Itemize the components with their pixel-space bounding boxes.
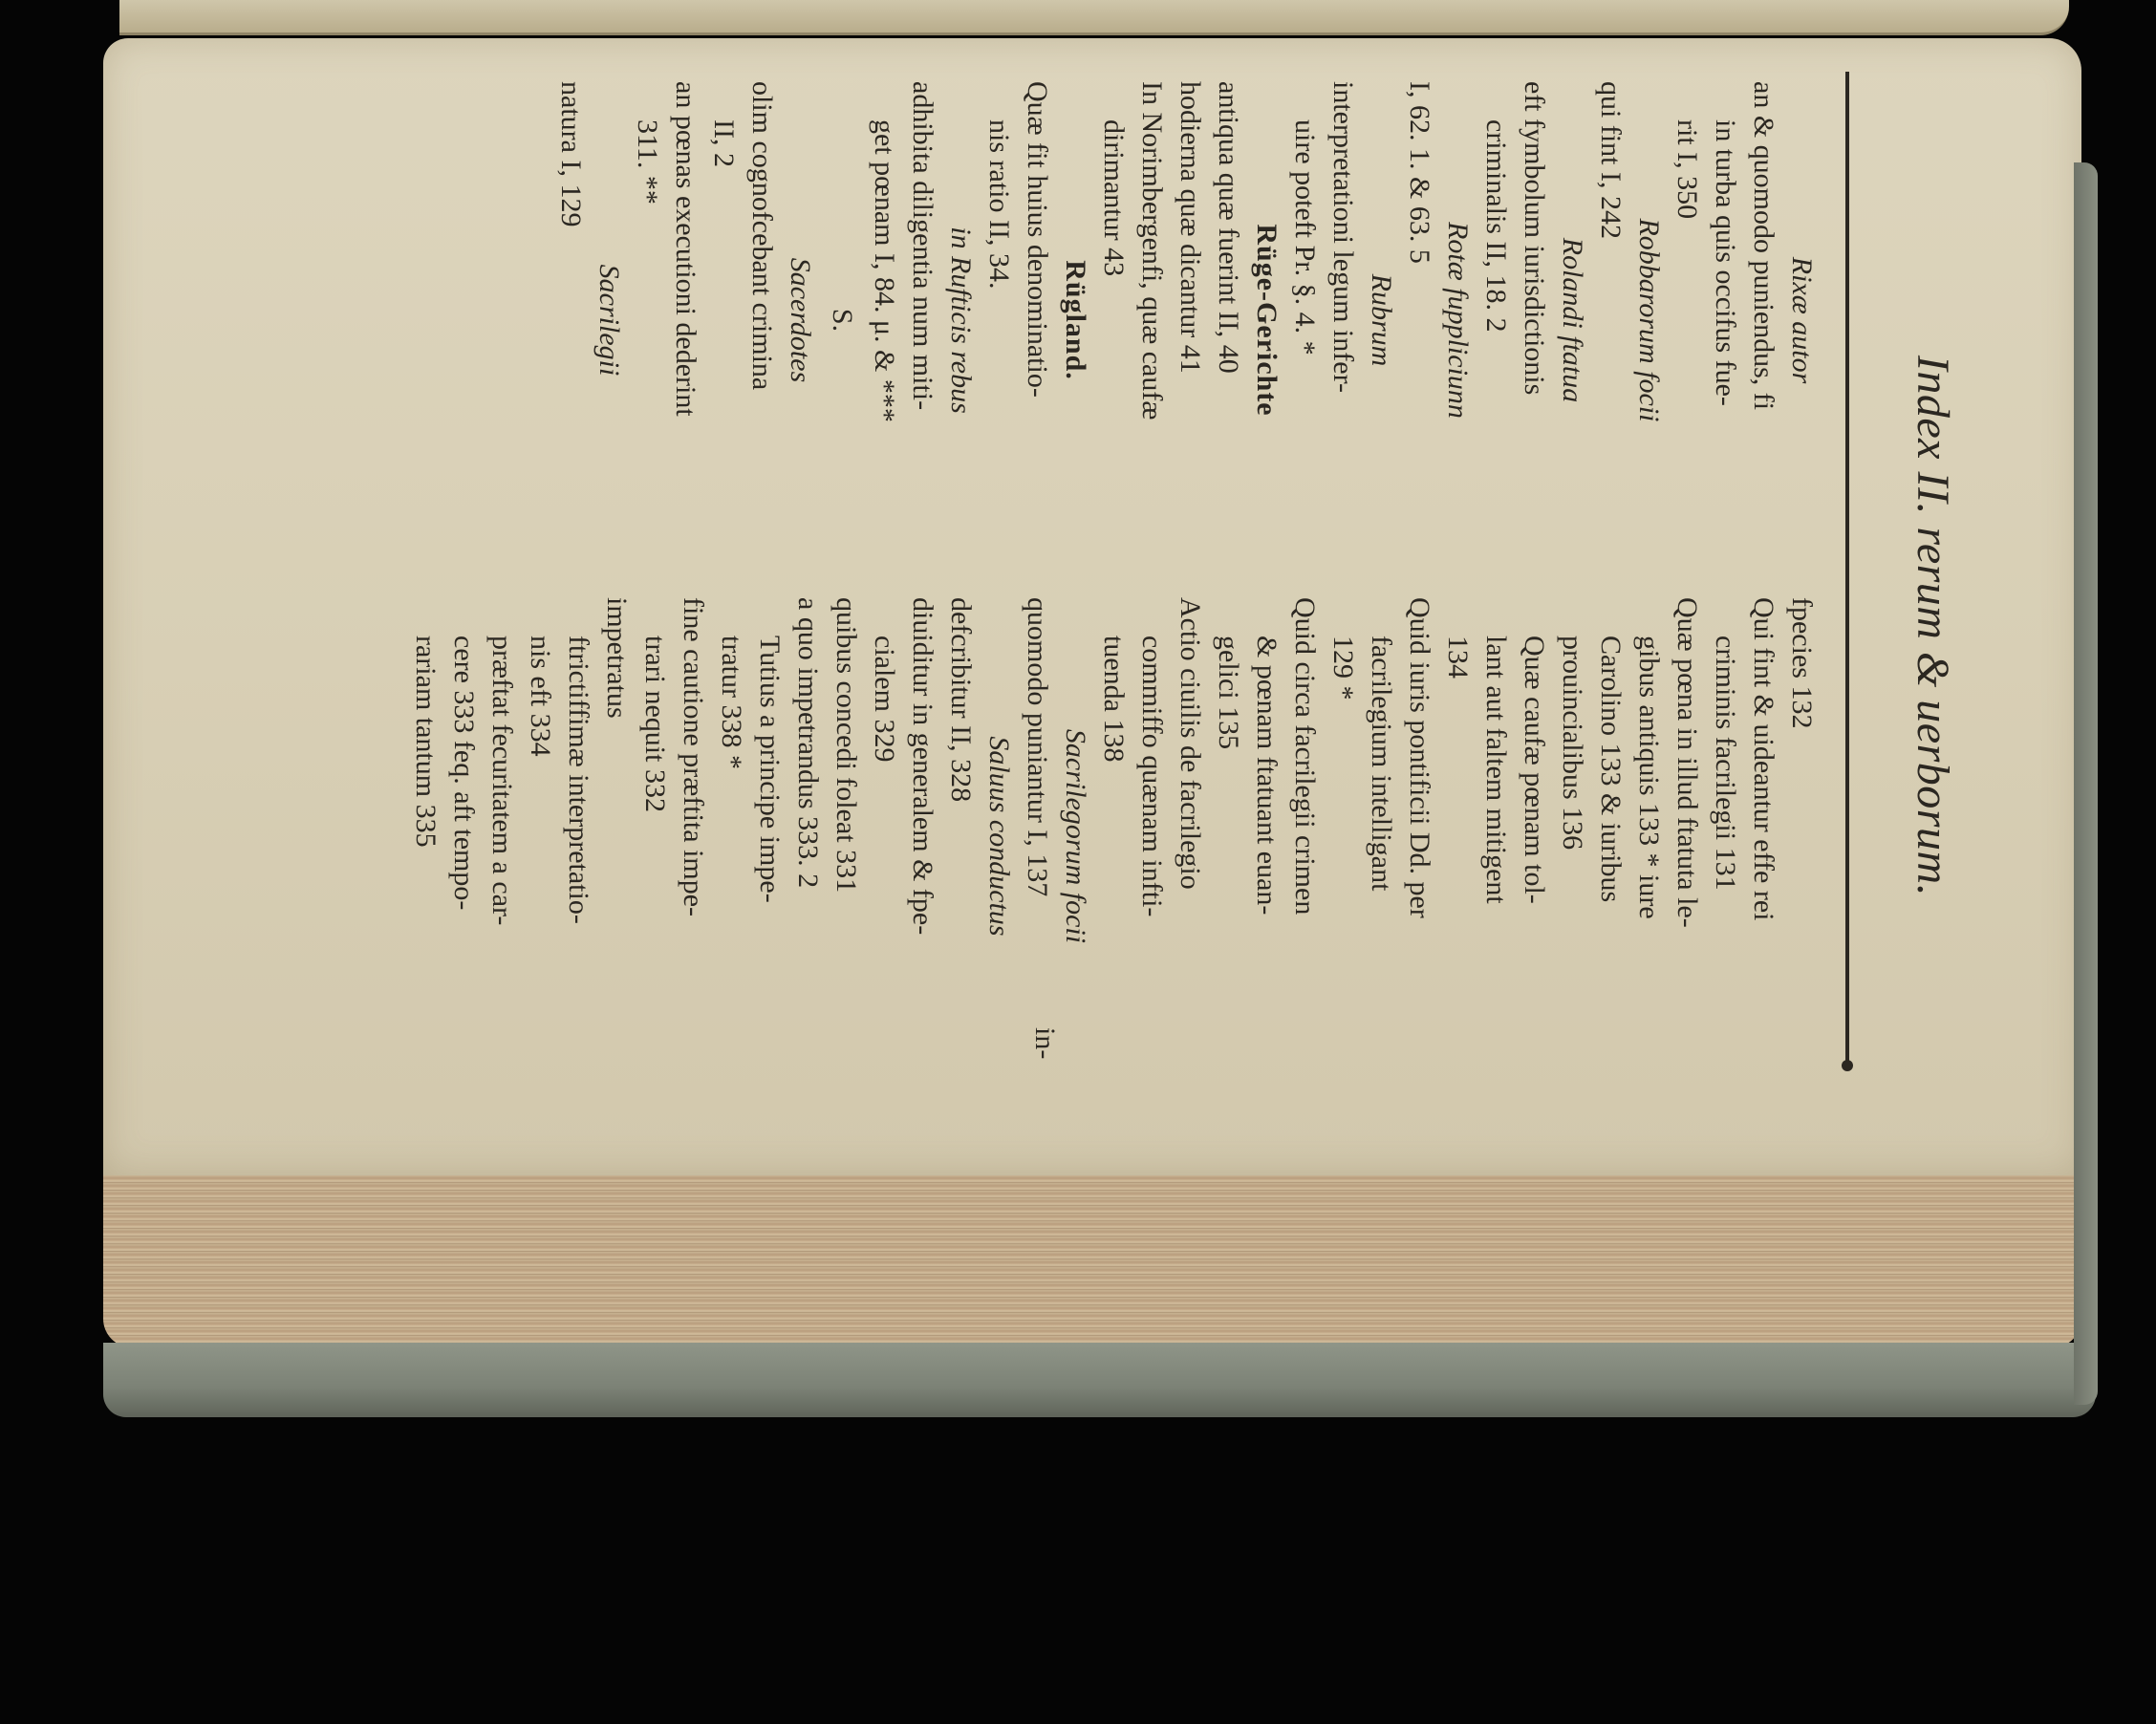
index-gothic: Rügland. [1060, 260, 1091, 380]
index-heading: Rixæ autor [1786, 256, 1818, 384]
catchword: in- [1029, 1027, 1061, 1060]
index-line: Quæ fit huius denominatio- [1022, 81, 1053, 398]
index-heading: Robbarorum focii [1633, 218, 1665, 422]
index-line: defcribitur II, 328 [945, 597, 977, 803]
index-indent: ftrictiffimæ interpretatio- [563, 636, 594, 924]
index-line: interpretationi legum infer- [1327, 81, 1359, 393]
index-line: eft fymbolum iurisdictionis [1519, 81, 1550, 396]
index-indent: 129 * [1327, 636, 1359, 700]
index-indent: & pœnam ftatuant euan- [1251, 636, 1283, 916]
index-line: hodierna quæ dicantur 41 [1175, 81, 1206, 374]
index-indent: Carolino 133 & iuribus [1595, 636, 1627, 903]
index-indent: lant aut faltem mitigent [1480, 636, 1512, 904]
index-line: a quo impetrandus 333. 2 [792, 597, 824, 889]
index-indent: tratur 338 * [716, 636, 747, 769]
index-indent: facrilegium intelligant [1366, 636, 1397, 892]
index-column-left [551, 81, 1821, 559]
index-indent: Quæ caufæ pœnam tol- [1519, 636, 1550, 904]
index-column-right [406, 597, 1821, 1075]
index-line: In Norimbergenfi, quæ caufæ [1136, 81, 1168, 420]
index-line: adhibita diligentia num miti- [907, 81, 938, 411]
index-gothic: Rüge-Gerichte [1251, 224, 1283, 417]
index-line: quomodo puniantur I, 137 [1022, 597, 1053, 897]
index-indent: cere 333 feq. aft tempo- [448, 636, 480, 911]
index-line: Actio ciuilis de facrilegio [1175, 597, 1206, 890]
index-line: impetratus [601, 597, 633, 719]
index-indent: Tutius a principe impe- [754, 636, 786, 903]
index-indent: rit I, 350 [1671, 119, 1703, 220]
index-line: Quid iuris pontificii Dd. per [1404, 597, 1435, 918]
index-indent: cialem 329 [869, 636, 900, 763]
rotated-text-block [325, 53, 2016, 1123]
index-line: an & quomodo puniendus, fi [1748, 81, 1779, 411]
index-indent: commiffo quænam infti- [1136, 636, 1168, 917]
index-heading: Rolandi ftatua [1557, 237, 1588, 403]
page-header: Index II. rerum & uerborum. [1908, 355, 1958, 897]
index-indent: prouincialibus 136 [1557, 636, 1588, 851]
index-indent: criminis facrilegii 131 [1710, 636, 1741, 891]
index-line: natura I, 129 [555, 81, 587, 227]
index-heading: Sacrilegii [593, 264, 625, 377]
index-line: I, 62. 1. & 63. 5 [1404, 81, 1435, 264]
index-heading: Sacrilegorum focii [1060, 728, 1091, 944]
page-text-area [325, 53, 2016, 1123]
index-line: diuiditur in generalem & fpe- [907, 597, 938, 936]
previous-page-edge [119, 0, 2069, 35]
index-indent: trari nequit 332 [639, 636, 671, 812]
book-cover-side [2074, 162, 2098, 1405]
header-rule [1845, 72, 1849, 1066]
index-indent: præftat fecuritatem a car- [486, 636, 518, 926]
index-line: qui fint I, 242 [1595, 81, 1627, 239]
index-indent: gelici 135 [1213, 636, 1244, 750]
index-line: fpecies 132 [1786, 597, 1818, 729]
index-indent: in turba quis occifus fue- [1710, 119, 1741, 406]
index-line: Qui fint & uideantur effe rei [1748, 597, 1779, 921]
book-cover [103, 1343, 2096, 1417]
index-letter: S. [827, 308, 858, 333]
index-line: quibus concedi foleat 331 [830, 597, 862, 894]
index-indent: II, 2 [708, 119, 740, 167]
index-heading: Rubrum [1366, 273, 1397, 367]
index-indent: get pœnam I, 84. μ. & *** [869, 119, 900, 422]
index-line: Quid circa facrilegii crimen [1289, 597, 1321, 916]
index-line: Quæ pœna in illud ftatuta le- [1671, 597, 1703, 928]
index-heading: Sacerdotes [785, 257, 816, 383]
index-indent: tuenda 138 [1098, 636, 1130, 763]
index-indent: criminalis II, 18. 2 [1480, 119, 1512, 333]
index-line: antiqua quæ fuerint II, 40 [1213, 81, 1244, 374]
index-indent: uire poteft Pr. §. 4. * [1289, 119, 1321, 356]
page-block-edges [103, 1175, 2081, 1347]
index-indent: 134 [1442, 636, 1474, 679]
index-indent: dirimantur 43 [1098, 119, 1130, 277]
index-line: fine cautione præftita impe- [678, 597, 709, 917]
index-indent: gibus antiquis 133 * iure [1633, 636, 1665, 919]
index-indent: 311. ** [632, 119, 663, 205]
index-indent: rariam tantum 335 [410, 636, 442, 848]
index-line: olim cognofcebant crimina [746, 81, 778, 391]
index-heading: Rotæ fuppliciunn [1442, 222, 1474, 419]
index-indent: nis ratio II, 34. [983, 119, 1015, 290]
index-indent: nis eft 334 [525, 636, 556, 757]
index-line: an pœnas executioni dederint [670, 81, 701, 417]
index-heading: Saluus conductus [983, 736, 1015, 937]
index-heading: in Rufticis rebus [945, 226, 977, 414]
